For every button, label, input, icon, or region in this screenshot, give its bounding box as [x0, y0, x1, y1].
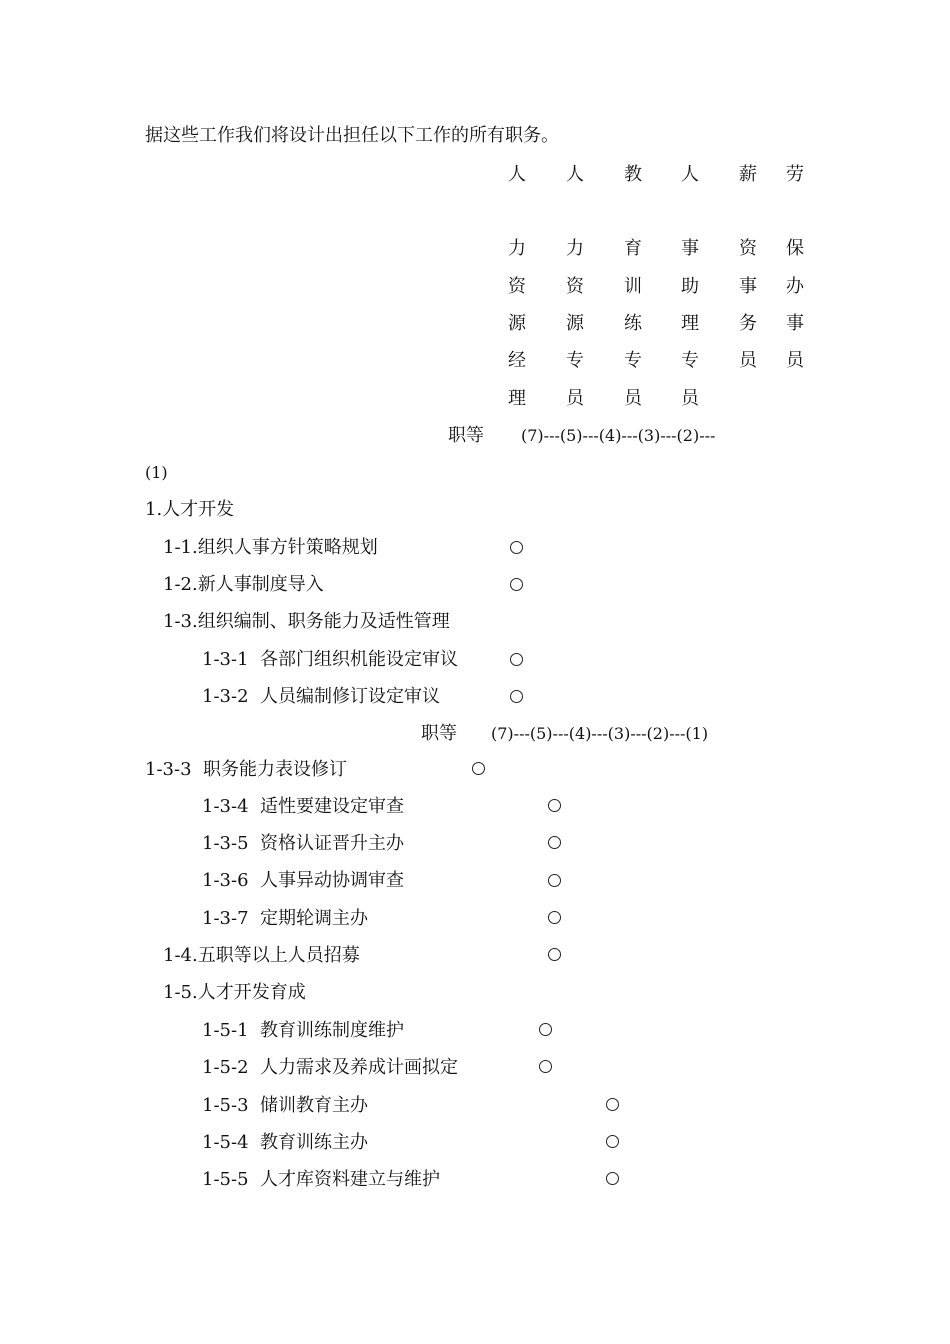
- mark-circle: [606, 1098, 619, 1111]
- header-char: 源: [566, 313, 584, 334]
- list-item: 1-3-4 适性要建设定审查: [202, 796, 404, 817]
- list-item: 1-5.人才开发育成: [163, 982, 306, 1003]
- grade-label: 职等: [448, 425, 484, 446]
- mark-circle: [548, 911, 561, 924]
- header-char: 理: [508, 388, 526, 409]
- header-char: 员: [739, 350, 757, 371]
- header-char: 员: [786, 350, 804, 371]
- section-heading: 1.人才开发: [145, 499, 235, 520]
- header-char: 练: [624, 313, 642, 334]
- header-char: 助: [681, 276, 699, 297]
- header-char: 源: [508, 313, 526, 334]
- header-char: 办: [786, 276, 804, 297]
- header-char: 员: [624, 388, 642, 409]
- mark-circle: [548, 799, 561, 812]
- list-item: 1-3-2 人员编制修订设定审议: [202, 686, 440, 707]
- header-char: 训: [624, 276, 642, 297]
- list-item: 1-5-4 教育训练主办: [202, 1132, 368, 1153]
- header-char: 资: [566, 276, 584, 297]
- header-char: 劳: [786, 164, 804, 185]
- header-char: 教: [624, 164, 642, 185]
- mark-circle: [548, 836, 561, 849]
- header-char: 人: [508, 164, 526, 185]
- grade-sequence-wrap: (1): [145, 463, 168, 482]
- header-char: 保: [786, 238, 804, 259]
- mark-circle: [510, 653, 523, 666]
- header-char: 理: [681, 313, 699, 334]
- header-char: 资: [508, 276, 526, 297]
- list-item: 1-2.新人事制度导入: [163, 574, 324, 595]
- list-item: 1-1.组织人事方针策略规划: [163, 537, 378, 558]
- mark-circle: [472, 762, 485, 775]
- list-item: 1-3-5 资格认证晋升主办: [202, 833, 404, 854]
- header-char: 经: [508, 350, 526, 371]
- header-char: 人: [566, 164, 584, 185]
- mark-circle: [510, 690, 523, 703]
- mark-circle: [606, 1135, 619, 1148]
- list-item: 1-4.五职等以上人员招募: [163, 945, 360, 966]
- mark-circle: [539, 1023, 552, 1036]
- mark-circle: [548, 874, 561, 887]
- header-char: 专: [624, 350, 642, 371]
- header-char: 力: [508, 238, 526, 259]
- list-item: 1-3.组织编制、职务能力及适性管理: [163, 611, 450, 632]
- header-char: 薪: [739, 164, 757, 185]
- mark-circle: [539, 1060, 552, 1073]
- grade-sequence: (7)---(5)---(4)---(3)---(2)---(1): [491, 724, 709, 743]
- header-char: 专: [566, 350, 584, 371]
- mark-circle: [510, 578, 523, 591]
- list-item: 1-3-3 职务能力表设修订: [145, 759, 347, 780]
- grade-label: 职等: [421, 723, 457, 744]
- header-char: 事: [786, 313, 804, 334]
- list-item: 1-5-1 教育训练制度维护: [202, 1020, 404, 1041]
- header-char: 专: [681, 350, 699, 371]
- grade-sequence: (7)---(5)---(4)---(3)---(2)---: [521, 426, 716, 445]
- header-char: 事: [681, 238, 699, 259]
- list-item: 1-3-7 定期轮调主办: [202, 908, 368, 929]
- header-char: 人: [681, 164, 699, 185]
- mark-circle: [548, 948, 561, 961]
- header-char: 员: [681, 388, 699, 409]
- header-char: 事: [739, 276, 757, 297]
- intro-text: 据这些工作我们将设计出担任以下工作的所有职务。: [145, 125, 559, 146]
- list-item: 1-5-3 储训教育主办: [202, 1095, 368, 1116]
- mark-circle: [606, 1172, 619, 1185]
- list-item: 1-3-6 人事异动协调审查: [202, 870, 404, 891]
- header-char: 员: [566, 388, 584, 409]
- header-char: 力: [566, 238, 584, 259]
- header-char: 育: [624, 238, 642, 259]
- header-char: 资: [739, 238, 757, 259]
- list-item: 1-5-2 人力需求及养成计画拟定: [202, 1057, 458, 1078]
- header-char: 务: [739, 313, 757, 334]
- mark-circle: [510, 541, 523, 554]
- list-item: 1-5-5 人才库资料建立与维护: [202, 1169, 440, 1190]
- list-item: 1-3-1 各部门组织机能设定审议: [202, 649, 458, 670]
